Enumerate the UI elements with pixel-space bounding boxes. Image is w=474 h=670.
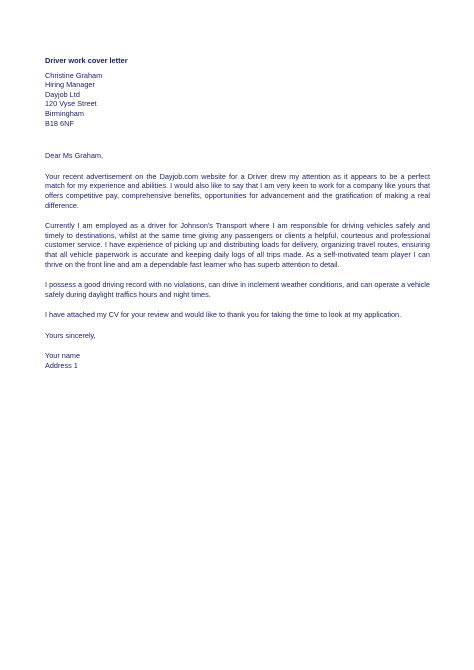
recipient-street: 120 Vyse Street [45, 99, 97, 109]
letter-body [45, 56, 430, 371]
closing: Yours sincerely, [45, 330, 96, 340]
signature-block [45, 351, 430, 370]
recipient-city: Birmingham [45, 108, 84, 118]
paragraph-attachment: I have attached my CV for your review and would like to thank you for taking the time to look at my application. [45, 310, 402, 320]
paragraph-intro: Your recent advertisement on the Dayjob.com website for a Driver drew my attention as it appears to be a perfect match for my experience and abilities. I would also like to say that I am very keen to work for a company like yours that offers competitive pay, comprehensive benefits, opportunities for advancement and the gratification of making a real difference. [45, 171, 430, 210]
recipient-name: Christine Graham [45, 70, 103, 80]
recipient-postcode: B18 6NF [45, 118, 74, 128]
paragraph-record: I possess a good driving record with no violations, can drive in inclement weather conditions, and can operate a vehicle safely during daylight traffics hours and night times. [45, 280, 430, 299]
paragraph-experience: Currently I am employed as a driver for Johnson's Transport where I am responsible for driving vehicles safely and timely to destinations, whilst at the same time giving any passengers or clients a helpful, courteous and professional customer service. I have experience of picking up and distributing loads for delivery, organizing travel routes, ensuring that all vehicle paperwork is accurate and keeping daily logs of all trips made. As a self-motivated team player I can thrive on the front line and am a dependable fast learner who has superb attention to detail. [45, 221, 430, 269]
recipient-address-block [45, 71, 430, 129]
signature-name: Your name [45, 351, 81, 361]
recipient-company: Dayjob Ltd [45, 89, 80, 99]
signature-address: Address 1 [45, 361, 78, 371]
greeting: Dear Ms Graham, [45, 151, 103, 161]
letter-title: Driver work cover letter [45, 56, 128, 65]
recipient-position: Hiring Manager [45, 80, 95, 90]
